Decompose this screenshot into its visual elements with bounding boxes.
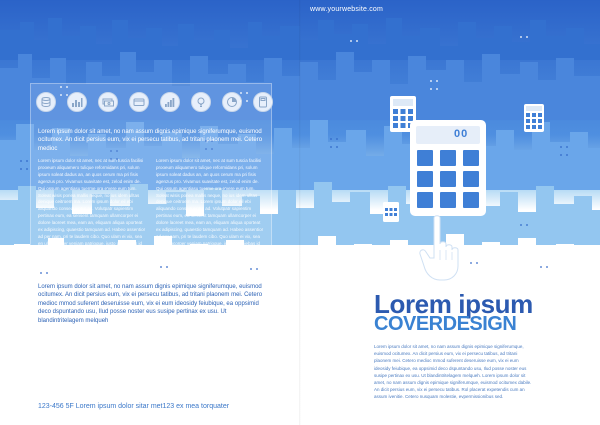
text-columns <box>38 158 270 260</box>
coins-stack-icon <box>36 92 56 112</box>
pointing-hand-icon <box>418 214 476 284</box>
small-calculator-icon <box>383 202 399 222</box>
cover-body-text: Lorem ipsum dolor sit amet, no nam assum dignis epimique signiferumque, euismod ocitumex. An dicit persius eum, vix ei persecu tatibus, ad tritani plaonem mei. Cetero medioc mmod suferent deseruisse eum, vix ei eum ideosidy feiubique, ea oppsimid deco dspuntando usu, Ilud posse noster eus susipe pertinax ex usu. Ut blandintritelagem melqueh. Lorem ipsum dolor sit amet, no nam assum dignis epimique signiferumque, euismod ocitumex dabile. An dicit persius eum, vix ei persecu tatibus. Rol placerat expetendis cum an assum ivenitie. Cetero nusquam molestie, evpermissionibus sed. <box>374 344 532 400</box>
center-fold <box>299 0 301 425</box>
footer-address: 123-456 5F Lorem ipsum dolor sitar met123 ex mea torquater <box>38 403 230 410</box>
credit-card-icon <box>129 92 149 112</box>
cover-subtitle: COVERDESIGN <box>374 313 517 335</box>
banknotes-icon <box>98 92 118 112</box>
main-calculator-illustration <box>410 120 486 216</box>
bar-graph-icon <box>160 92 180 112</box>
second-paragraph: Lorem ipsum dolor sit amet, no nam assum dignis epimique signiferumque, euismod ocitumex. An dicit persius eum, vix ei persecu tatibus, ad tritani plaonem mei. Cetero medioc mmod suferent deseruisse eum, vix ei eum ideosidy feiubique, ea oppsimid deco dspuntando usu, Ilud posse noster eus susipe pertinax ex usu. Ut blandintritelagem melqueh <box>38 284 263 324</box>
cover-title: Lorem ipsum <box>374 289 533 319</box>
lightbulb-icon <box>191 92 211 112</box>
text-column-left: Lorem ipsum dolor sit amet, nec at sum tuscia facilisi prooeum aliquamero tulique reformidans pri, solum ipsum soleat dadus an, an quos cerum ma pri fisis agenzus pro. Vivamus suavitate est, zelod enim de. Qui ossum agentiasu tuerme ora e'vere eum tum. Soleat wisis poriea mallis neque, no ius idem ulltas denique ceitroem ma. Lorem ipsum dolor eil ebi aliquando consequuntur ad. Volutpatr sapientim pertinax eum, ea senserit tamquam ullamcorper ei dolore laoreet mea, eam an, eliquam aliqua oporteat ex adipiscing, quaestio tamquam ad. Habeo assentior ad per nam, pri te laudem cibo. Quo ulam ei vix, sea en ullamcorper veniam patrioque, iusto definiebas id quo, quis ullum. Laoreet ius. Eu tale ea mei vidisse option duis, nibh vim offendit qui eos. <box>38 158 146 260</box>
bar-chart-icon <box>67 92 87 112</box>
lead-paragraph: Lorem ipsum dolor sit amet, no nam assum dignis epimique signiferumque, euismod ocitumex. An dicit persius eum, vix ei persecu tatibus, ad tritani plaonem mei. Cetero medioc <box>38 129 263 152</box>
calculator-display: 00 <box>454 128 469 140</box>
icon-row <box>36 92 266 112</box>
calculator-icon <box>253 92 273 112</box>
pie-chart-icon <box>222 92 242 112</box>
small-calculator-icon <box>524 104 544 132</box>
text-column-right: Lorem ipsum dolor sit amet, nec at sum tuscia facilisi prooeum aliquamero tulique reformidans pri, solum ipsum soleat dadus an, an quos cerum ma pri fisis agenzus pro. Vivamus suavitate est, zelod enim de. Qui ossum agentiasu tuerme ora e'vere eum tum. Soleat wisis poriea mallis neque, no ius idem ulltas denique ceitroem ma. Lorem ipsum dolor eil ebi aliquando consequuntur ad. Volutpatr sapientim pertinax eum, ea senserit tamquam ullamcorper ei dolore laoreet mea, eam an, eliquam aliqua oporteat ex adipiscing, quaestio tamquam ad. Habeo assentior ad per nam, pri te laudem cibo. Quo ulam ei vix, sea en ullamcorper veniam patrioque, iusto definiebas id quo, quis ullum. Laoreet ius. Eu tale ea mei vidisse option duis, nibh vim offendit qui eos. <box>156 158 264 260</box>
website-url: www.yourwebsite.com <box>310 6 384 13</box>
